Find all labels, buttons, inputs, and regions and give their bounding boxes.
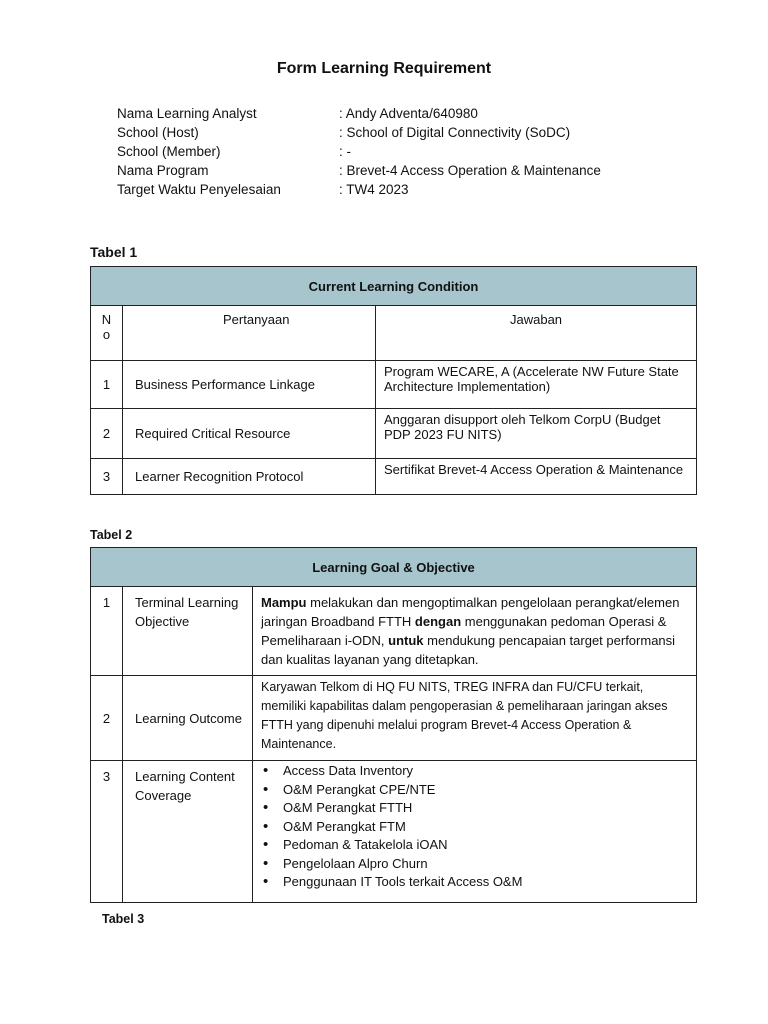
info-label: Nama Program	[117, 163, 209, 178]
row-no: 1	[91, 361, 123, 409]
tabel2-label: Tabel 2	[90, 528, 133, 542]
info-value: : Brevet-4 Access Operation & Maintenance	[339, 163, 601, 178]
col-jawaban-header: Jawaban	[376, 306, 697, 361]
row-no: 3	[91, 459, 123, 495]
list-item: • O&M Perangkat CPE/NTE	[283, 781, 688, 800]
row-no: 1	[91, 587, 123, 676]
table-row	[91, 459, 697, 495]
info-block	[117, 104, 601, 199]
outcome-text: Karyawan Telkom di HQ FU NITS, TREG INFRA dan FU/CFU terkait, memiliki kapabilitas dalam pengoperasian & pemeliharaan jaringan akses FTTH yang dipenuhi melalui program Brevet-4 Access Operation & Maintenance.	[253, 676, 697, 761]
page-title: Form Learning Requirement	[276, 60, 492, 77]
row-no: 2	[91, 676, 123, 761]
tlo-keyword: Mampu	[261, 595, 307, 610]
row-answer: Sertifikat Brevet-4 Access Operation & Maintenance	[376, 459, 697, 495]
tabel1-heading: Current Learning Condition	[91, 267, 697, 306]
table-row	[91, 587, 697, 676]
table-row	[91, 761, 697, 903]
row-no: 3	[91, 761, 123, 903]
info-label: Target Waktu Penyelesaian	[117, 182, 281, 197]
tabel2	[90, 547, 697, 903]
table-row	[91, 676, 697, 761]
info-label: Nama Learning Analyst	[117, 106, 257, 121]
row-label: Learning Content Coverage	[123, 761, 253, 903]
row-label: Terminal Learning Objective	[123, 587, 253, 676]
tlo-fragment: melakukan dan mengoptimalkan pengelolaan perangkat/elemen jaringan Broadband FTTH	[261, 595, 680, 629]
tlo-keyword: dengan	[414, 614, 462, 629]
row-label: Learning Outcome	[123, 676, 253, 761]
list-item: • Access Data Inventory	[283, 762, 688, 781]
tabel3-label: Tabel 3	[102, 912, 145, 926]
tabel2-heading: Learning Goal & Objective	[91, 548, 697, 587]
row-question: Business Performance Linkage	[123, 361, 376, 409]
info-row-program	[117, 161, 601, 180]
info-label: School (Member)	[117, 144, 221, 159]
info-value: : Andy Adventa/640980	[339, 106, 478, 121]
coverage-list	[261, 762, 688, 892]
info-value: : School of Digital Connectivity (SoDC)	[339, 125, 571, 140]
col-pertanyaan-header: Pertanyaan	[123, 306, 376, 361]
info-row-target	[117, 180, 601, 199]
row-no: 2	[91, 409, 123, 459]
table-row	[91, 409, 697, 459]
info-value: : TW4 2023	[339, 182, 409, 197]
info-label: School (Host)	[117, 125, 199, 140]
col-no-header: No	[91, 306, 123, 361]
list-item: • Penggunaan IT Tools terkait Access O&M	[283, 873, 688, 892]
row-question: Required Critical Resource	[123, 409, 376, 459]
info-value: : -	[339, 144, 351, 159]
list-item: • Pedoman & Tatakelola iOAN	[283, 836, 688, 855]
tabel1-header-row	[91, 306, 697, 361]
tabel1-label: Tabel 1	[90, 244, 138, 260]
list-item: • O&M Perangkat FTTH	[283, 799, 688, 818]
coverage-list-cell	[253, 761, 697, 903]
row-answer: Anggaran disupport oleh Telkom CorpU (Budget PDP 2023 FU NITS)	[376, 409, 697, 459]
tlo-keyword: untuk	[388, 633, 424, 648]
info-row-school-host	[117, 123, 601, 142]
info-row-school-member	[117, 142, 601, 161]
list-item: • O&M Perangkat FTM	[283, 818, 688, 837]
row-question: Learner Recognition Protocol	[123, 459, 376, 495]
tabel1	[90, 266, 697, 495]
tlo-text	[253, 587, 697, 676]
table-row	[91, 361, 697, 409]
list-item: • Pengelolaan Alpro Churn	[283, 855, 688, 874]
tlo-fragment: menggunakan pedoman Operasi & Pemeliharaan i-ODN,	[261, 614, 667, 648]
info-row-analyst	[117, 104, 601, 123]
row-answer: Program WECARE, A (Accelerate NW Future State Architecture Implementation)	[376, 361, 697, 409]
tlo-fragment: mendukung pencapaian target performansi dan kualitas layanan yang ditetapkan.	[261, 633, 676, 667]
